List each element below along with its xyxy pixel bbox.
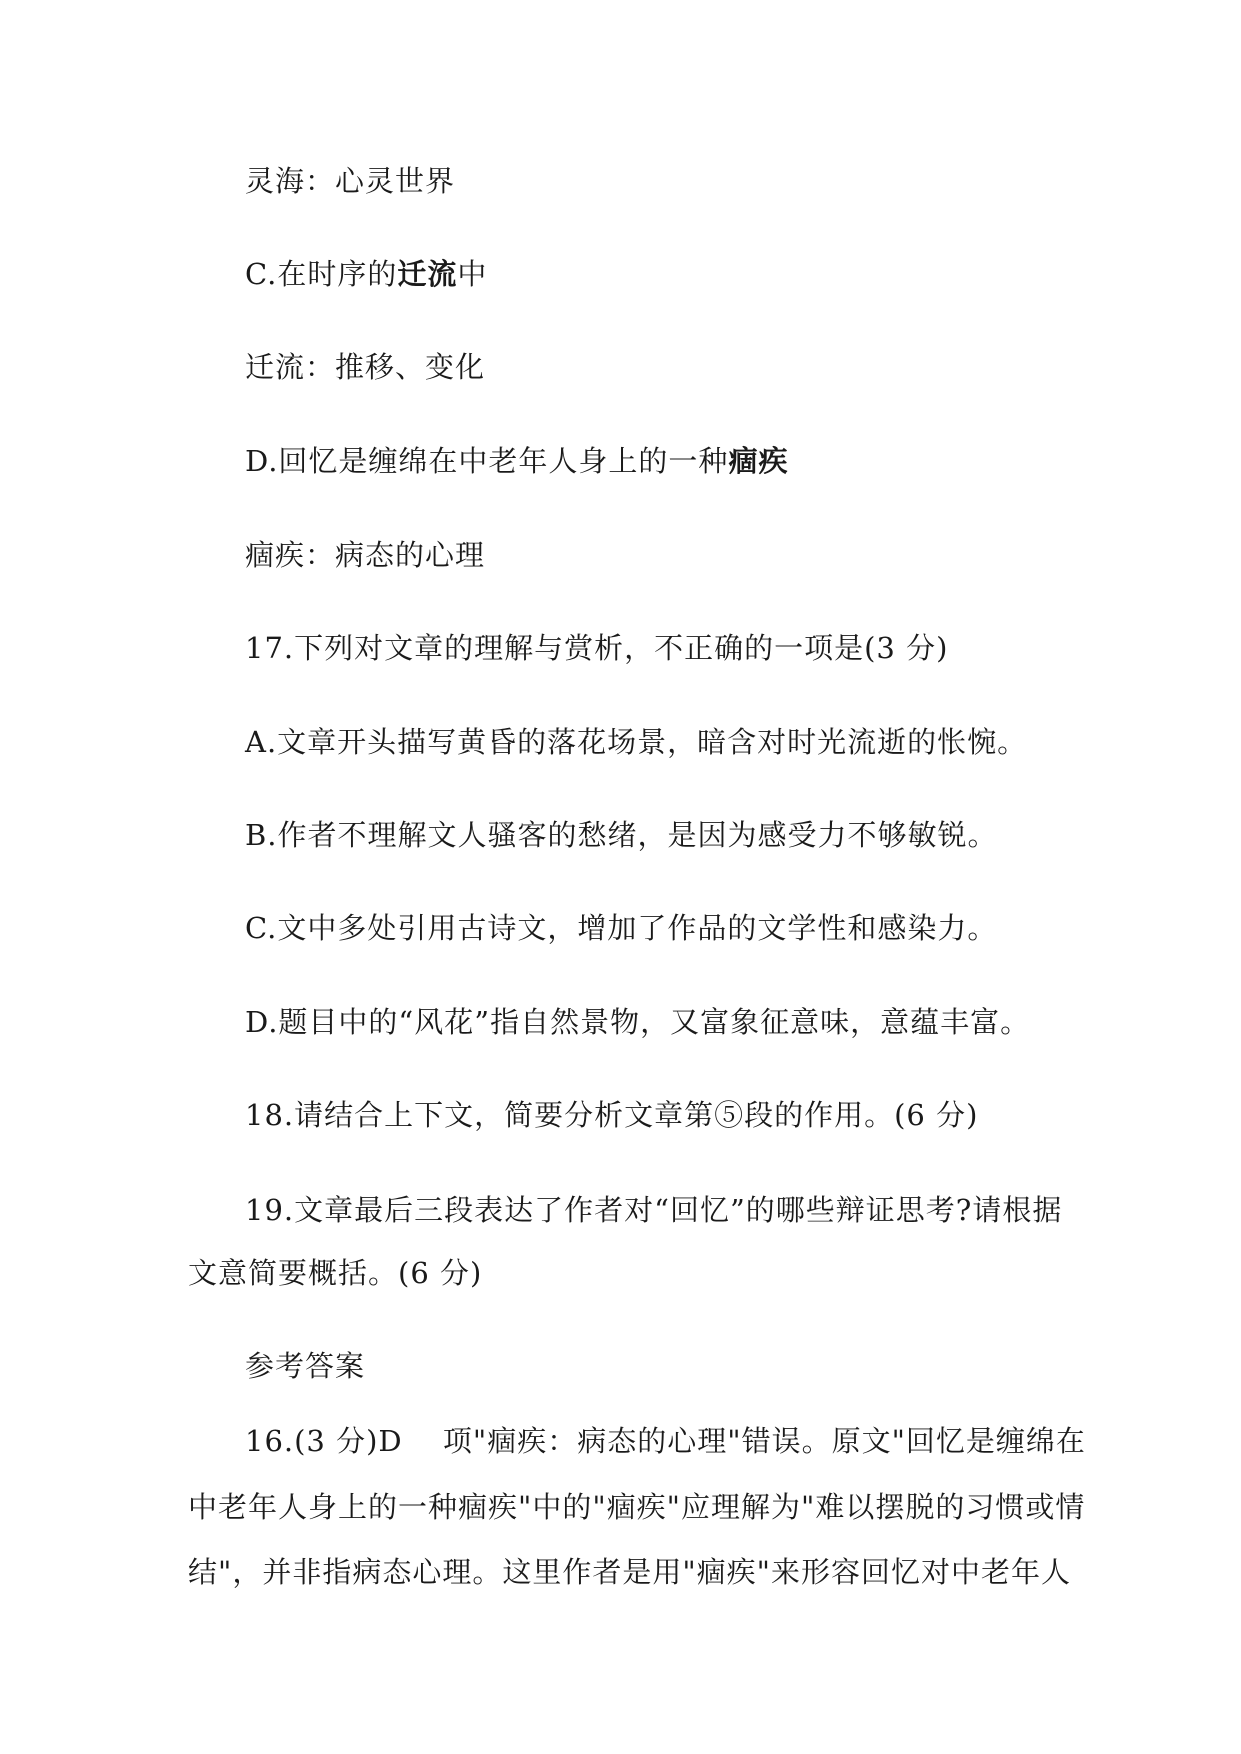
option-d-phrase [245,441,788,481]
option-c-phrase [245,254,487,294]
question-19-line-1: 19.文章最后三段表达了作者对“回忆”的哪些辩证思考?请根据 [245,1193,1063,1227]
q17-option-b: B.作者不理解文人骚客的愁绪，是因为感受力不够敏锐。 [245,818,998,852]
answer-16-line-2: 中老年人身上的一种痼疾"中的"痼疾"应理解为"难以摆脱的习惯或情 [188,1490,1086,1524]
gloss-linghai: 灵海：心灵世界 [245,164,456,198]
answer-heading: 参考答案 [245,1349,366,1383]
option-d-keyword: 痼疾 [728,444,789,478]
gloss-qianliu: 迁流：推移、变化 [245,350,486,384]
q17-option-d: D.题目中的“风花”指自然景物，又富象征意味，意蕴丰富。 [245,1005,1031,1039]
answer-16-line-1: 16.(3 分)D 项"痼疾：病态的心理"错误。原文"回忆是缠绵在 [245,1424,1086,1458]
answer-16-line-3: 结"，并非指病态心理。这里作者是用"痼疾"来形容回忆对中老年人 [188,1555,1072,1589]
q17-option-a: A.文章开头描写黄昏的落花场景，暗含对时光流逝的怅惋。 [245,725,1028,759]
option-c-text-before: C.在时序的 [245,257,398,291]
question-18: 18.请结合上下文，简要分析文章第⑤段的作用。(6 分) [245,1098,979,1132]
option-d-text: D.回忆是缠绵在中老年人身上的一种 [245,444,729,478]
question-19-line-2: 文意简要概括。(6 分) [188,1256,483,1290]
option-c-keyword: 迁流 [397,257,458,291]
question-17: 17.下列对文章的理解与赏析，不正确的一项是(3 分) [245,631,949,665]
q17-option-c: C.文中多处引用古诗文，增加了作品的文学性和感染力。 [245,911,998,945]
option-c-text-after: 中 [457,257,488,291]
gloss-guji: 痼疾：病态的心理 [245,538,486,572]
